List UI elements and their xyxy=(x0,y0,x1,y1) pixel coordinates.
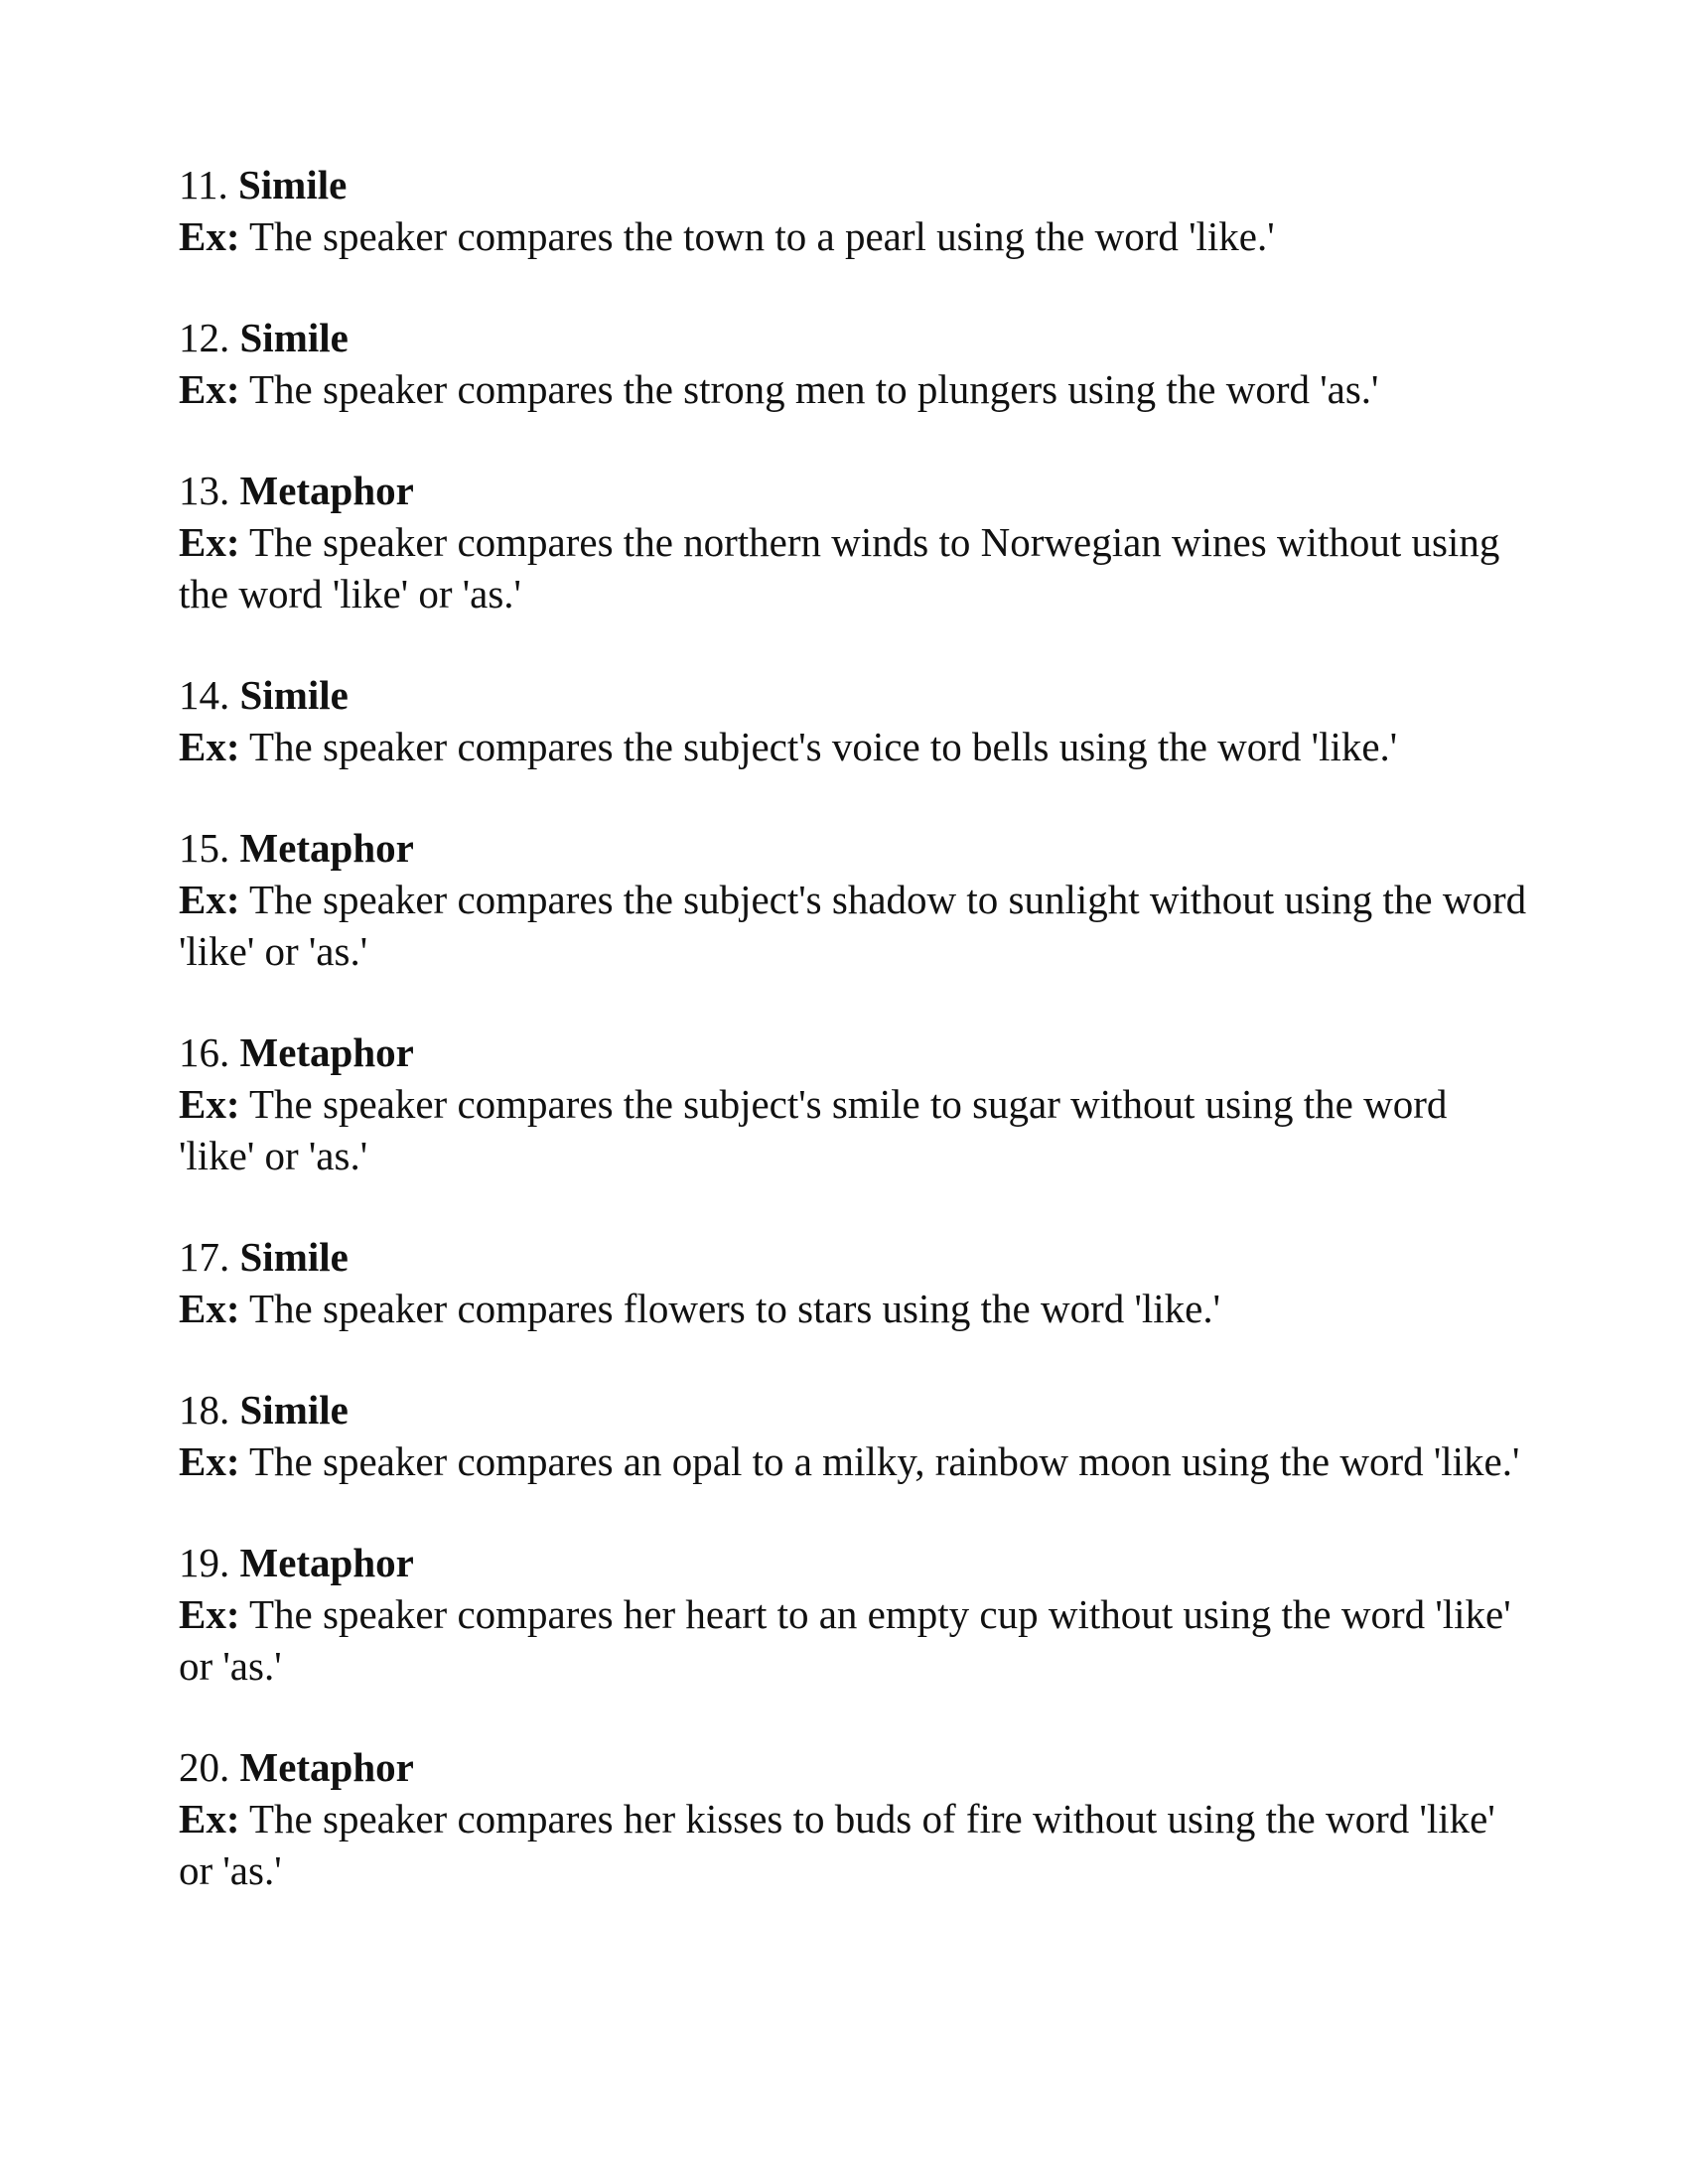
answer-number: 18. xyxy=(179,1387,230,1433)
ex-label: Ex: xyxy=(179,1286,240,1331)
answer-item-15 xyxy=(179,822,1529,977)
answer-number: 14. xyxy=(179,672,230,718)
answer-number: 16. xyxy=(179,1029,230,1075)
ex-label: Ex: xyxy=(179,1081,240,1127)
answer-number: 15. xyxy=(179,825,230,871)
answer-item-18 xyxy=(179,1384,1529,1487)
answer-item-14 xyxy=(179,669,1529,772)
answer-number: 11. xyxy=(179,162,228,207)
answer-term: Simile xyxy=(239,1234,349,1280)
explanation-text: The speaker compares the subject's smile to sugar without using the word 'like' or 'as.' xyxy=(179,1081,1448,1178)
ex-label: Ex: xyxy=(179,877,240,922)
answer-explanation xyxy=(179,363,1529,415)
explanation-text: The speaker compares the strong men to plungers using the word 'as.' xyxy=(249,366,1379,412)
answer-item-16 xyxy=(179,1026,1529,1181)
answer-number: 19. xyxy=(179,1540,230,1585)
answer-heading xyxy=(179,1741,1529,1793)
answer-key-page xyxy=(179,159,1529,1946)
answer-heading xyxy=(179,669,1529,721)
answer-number: 20. xyxy=(179,1744,230,1790)
explanation-text: The speaker compares her kisses to buds of fire without using the word 'like' or 'as.' xyxy=(179,1796,1495,1893)
answer-explanation xyxy=(179,516,1529,619)
answer-heading xyxy=(179,822,1529,874)
answer-heading xyxy=(179,1231,1529,1283)
answer-term: Simile xyxy=(239,672,349,718)
explanation-text: The speaker compares the subject's shadow to sunlight without using the word 'like' or 'as.' xyxy=(179,877,1527,974)
ex-label: Ex: xyxy=(179,366,240,412)
answer-explanation xyxy=(179,874,1529,977)
answer-heading xyxy=(179,1537,1529,1588)
answer-explanation xyxy=(179,210,1529,262)
ex-label: Ex: xyxy=(179,213,240,259)
answer-number: 12. xyxy=(179,315,230,360)
ex-label: Ex: xyxy=(179,519,240,565)
answer-term: Metaphor xyxy=(239,1029,414,1075)
answer-item-20 xyxy=(179,1741,1529,1896)
answer-heading xyxy=(179,1026,1529,1078)
answer-item-13 xyxy=(179,465,1529,619)
answer-explanation xyxy=(179,1793,1529,1896)
answer-term: Metaphor xyxy=(239,825,414,871)
answer-item-17 xyxy=(179,1231,1529,1334)
explanation-text: The speaker compares flowers to stars using the word 'like.' xyxy=(249,1286,1221,1331)
answer-term: Simile xyxy=(239,1387,349,1433)
answer-term: Simile xyxy=(239,315,349,360)
answer-heading xyxy=(179,1384,1529,1435)
answer-explanation xyxy=(179,1283,1529,1334)
ex-label: Ex: xyxy=(179,1796,240,1842)
answer-number: 13. xyxy=(179,468,230,513)
explanation-text: The speaker compares her heart to an empty cup without using the word 'like' or 'as.' xyxy=(179,1591,1511,1689)
explanation-text: The speaker compares an opal to a milky, rainbow moon using the word 'like.' xyxy=(249,1438,1520,1484)
explanation-text: The speaker compares the town to a pearl using the word 'like.' xyxy=(249,213,1275,259)
answer-item-19 xyxy=(179,1537,1529,1692)
explanation-text: The speaker compares the northern winds to Norwegian wines without using the word 'like' or 'as.' xyxy=(179,519,1500,616)
ex-label: Ex: xyxy=(179,724,240,769)
answer-term: Metaphor xyxy=(239,1540,414,1585)
answer-explanation xyxy=(179,1078,1529,1181)
answer-heading xyxy=(179,465,1529,516)
answer-explanation xyxy=(179,1588,1529,1692)
answer-explanation xyxy=(179,721,1529,772)
answer-item-12 xyxy=(179,312,1529,415)
answer-term: Simile xyxy=(237,162,348,207)
explanation-text: The speaker compares the subject's voice to bells using the word 'like.' xyxy=(249,724,1398,769)
ex-label: Ex: xyxy=(179,1438,240,1484)
answer-heading xyxy=(179,312,1529,363)
answer-heading xyxy=(179,159,1529,210)
answer-term: Metaphor xyxy=(239,468,414,513)
answer-term: Metaphor xyxy=(239,1744,414,1790)
ex-label: Ex: xyxy=(179,1591,240,1637)
answer-explanation xyxy=(179,1435,1529,1487)
answer-item-11 xyxy=(179,159,1529,262)
answer-number: 17. xyxy=(179,1234,230,1280)
